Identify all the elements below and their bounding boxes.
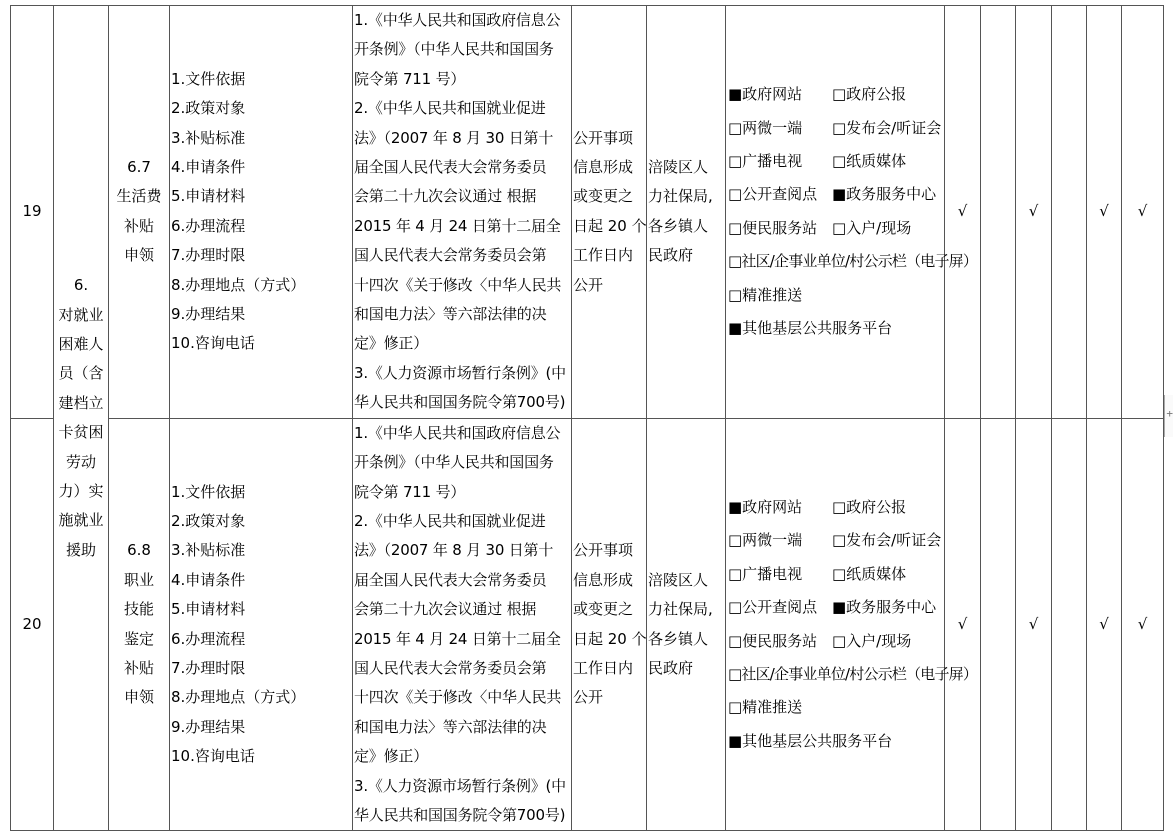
channel-option: ■政府网站 xyxy=(728,497,803,516)
check-mark: √ xyxy=(945,418,981,831)
check-mark: √ xyxy=(1016,418,1052,831)
channel-option: ■其他基层公共服务平台 xyxy=(728,731,893,750)
time-limit-cell: 公开事项 信息形成 或变更之 日起 20 个 工作日内 公开 xyxy=(572,6,647,419)
basis-cell: 1.《中华人民共和国政府信息公 开条例》（中华人民共和国国务 院令第 711 号） 2.《中华人民共和国就业促进 法》（2007 年 8 月 30 日第十 届全国人民代表大会常务委员 会第二十九次会议通过 根据 2015 年 4 月 24 日第十二届全 国人民代表大会常务委员会第 十四次《关于修改〈中华人民共 和国电力法〉等六部法律的决 定》修正） 3.《人力资源市场暂行条例》(中 华人民共和国国务院令第700号) xyxy=(353,418,572,831)
check-mark: √ xyxy=(1016,6,1052,419)
channel-option: □公开查阅点 xyxy=(728,185,818,204)
plus-icon[interactable]: + xyxy=(1166,407,1173,420)
item-name-cell: 6.7 生活费 补贴 申领 xyxy=(109,6,170,419)
channel-option: □广播电视 xyxy=(728,564,803,583)
check-mark: √ xyxy=(1122,418,1164,831)
row-number: 20 xyxy=(11,418,54,831)
subject-cell: 涪陵区人 力社保局, 各乡镇人 民政府 xyxy=(647,6,726,419)
check-mark xyxy=(981,6,1016,419)
check-mark: √ xyxy=(1122,6,1164,419)
disclosure-table xyxy=(10,5,1164,831)
channel-option: □社区/企事业单位/村公示栏（电子屏） xyxy=(728,252,978,271)
basis-cell: 1.《中华人民共和国政府信息公 开条例》（中华人民共和国国务 院令第 711 号） 2.《中华人民共和国就业促进 法》（2007 年 8 月 30 日第十 届全国人民代表大会常务委员 会第二十九次会议通过 根据 2015 年 4 月 24 日第十二届全 国人民代表大会常务委员会第 十四次《关于修改〈中华人民共 和国电力法〉等六部法律的决 定》修正） 3.《人力资源市场暂行条例》(中 华人民共和国国务院令第700号) xyxy=(353,6,572,419)
check-mark: √ xyxy=(945,6,981,419)
check-mark: √ xyxy=(1087,6,1122,419)
check-mark xyxy=(981,418,1016,831)
channel-option: □社区/企事业单位/村公示栏（电子屏） xyxy=(728,664,978,683)
channel-option: □精准推送 xyxy=(728,285,803,304)
table-row xyxy=(11,6,1164,419)
channel-option: ■其他基层公共服务平台 xyxy=(728,319,893,338)
channel-option: □精准推送 xyxy=(728,698,803,717)
item-name-cell: 6.8 职业 技能 鉴定 补贴 申领 xyxy=(109,418,170,831)
channels-cell xyxy=(726,418,978,831)
check-mark xyxy=(1052,418,1087,831)
channel-option: □政府公报 xyxy=(832,85,907,104)
subject-cell: 涪陵区人 力社保局, 各乡镇人 民政府 xyxy=(647,418,726,831)
channels-cell xyxy=(726,6,978,419)
content-cell: 1.文件依据 2.政策对象 3.补贴标准 4.申请条件 5.申请材料 6.办理流程 7.办理时限 8.办理地点（方式） 9.办理结果 10.咨询电话 xyxy=(170,6,353,419)
channel-option: □政府公报 xyxy=(832,497,907,516)
check-mark xyxy=(1052,6,1087,419)
channel-option: □两微一端 xyxy=(728,118,803,137)
category-cell: 6. 对就业 困难人 员（含 建档立 卡贫困 劳动 力）实 施就业 援助 xyxy=(54,6,109,831)
time-limit-cell: 公开事项 信息形成 或变更之 日起 20 个 工作日内 公开 xyxy=(572,418,647,831)
channel-option: ■政务服务中心 xyxy=(832,598,937,617)
channel-option: □两微一端 xyxy=(728,531,803,550)
channel-option: □发布会/听证会 xyxy=(832,118,942,137)
row-number: 19 xyxy=(11,6,54,419)
table-row xyxy=(11,418,1164,831)
content-cell: 1.文件依据 2.政策对象 3.补贴标准 4.申请条件 5.申请材料 6.办理流程 7.办理时限 8.办理地点（方式） 9.办理结果 10.咨询电话 xyxy=(170,418,353,831)
channel-option: □便民服务站 xyxy=(728,218,818,237)
channel-option: □入户/现场 xyxy=(832,631,912,650)
channel-option: ■政府网站 xyxy=(728,85,803,104)
channel-option: □发布会/听证会 xyxy=(832,531,942,550)
channel-option: □便民服务站 xyxy=(728,631,818,650)
channel-option: □纸质媒体 xyxy=(832,152,907,171)
channel-option: ■政务服务中心 xyxy=(832,185,937,204)
channel-option: □广播电视 xyxy=(728,152,803,171)
channel-option: □纸质媒体 xyxy=(832,564,907,583)
channel-option: □入户/现场 xyxy=(832,218,912,237)
channel-option: □公开查阅点 xyxy=(728,598,818,617)
check-mark: √ xyxy=(1087,418,1122,831)
